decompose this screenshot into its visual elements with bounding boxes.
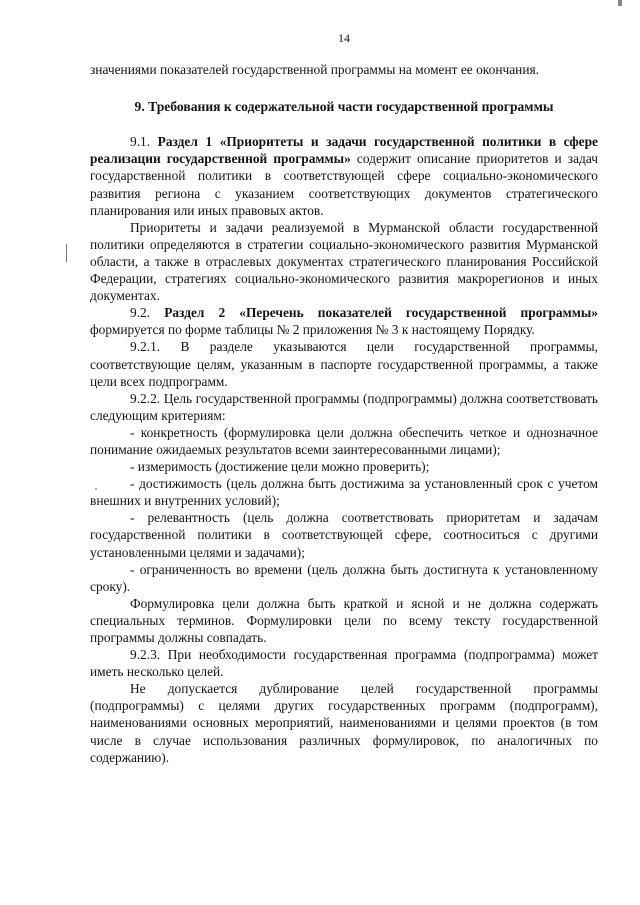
- paragraph-text: содержит описание приоритетов и задач государственной политики в соответствующей сфере социально-экономического развития региона с указанием соответствующих документов стратегического планирования или иных правовых актов.: [90, 151, 598, 218]
- paragraph: [90, 338, 598, 389]
- paragraph: [90, 458, 598, 475]
- paragraph: [90, 133, 598, 218]
- paragraph-text: Формулировка цели должна быть краткой и ясной и не должна содержать специальных терминов. Формулировки цели по всему тексту государственной программы должны совпадать.: [90, 595, 598, 645]
- scan-margin-mark: [66, 244, 67, 262]
- paragraph-text: - ограниченность во времени (цель должна быть достигнута к установленному сроку).: [90, 561, 598, 594]
- paragraph-text: - измеримость (достижение цели можно проверить);: [130, 459, 430, 475]
- paragraph: [90, 219, 598, 304]
- paragraph-number: 9.2.: [130, 305, 165, 321]
- paragraph: [90, 61, 598, 78]
- paragraph: [90, 475, 598, 509]
- paragraph: [90, 390, 598, 424]
- paragraph: [90, 561, 598, 595]
- paragraph: [90, 595, 598, 646]
- paragraph-text: 9.2.2. Цель государственной программы (подпрограммы) должна соответствовать следующим критериям:: [90, 390, 598, 423]
- section-title-bold: Раздел 2 «Перечень показателей государственной программы»: [164, 305, 599, 321]
- scan-corner-mark: [618, 0, 622, 6]
- paragraph: [90, 424, 598, 458]
- paragraph: [90, 680, 598, 765]
- section-title-bold: Раздел 1 «Приоритеты и задачи государственной политики в сфере реализации государственной программы»: [90, 134, 598, 167]
- section-heading: 9. Требования к содержательной части государственной программы: [134, 99, 554, 115]
- paragraph-number: 9.1.: [130, 134, 158, 150]
- document-body: [90, 61, 598, 766]
- paragraph-text: Не допускается дублирование целей государственной программы (подпрограммы) с целями других государственных программ (подпрограмм), наименованиями основных мероприятий, наименованиями и целями проектов (в том числе в случае использования различных формулировок, по аналогичных по содержанию).: [90, 681, 598, 765]
- paragraph: [90, 646, 598, 680]
- paragraph-text: - релевантность (цель должна соответствовать приоритетам и задачам государственной политики в соответствующей сфере, соотноситься с другими установленными целями и задачами);: [90, 510, 598, 560]
- paragraph: [90, 509, 598, 560]
- paragraph-text: формируется по форме таблицы № 2 приложения № 3 к настоящему Порядку.: [90, 322, 535, 338]
- paragraph-text: - конкретность (формулировка цели должна обеспечить четкое и однозначное понимание ожидаемых результатов всеми заинтересованными лицами);: [90, 424, 598, 457]
- paragraph-text: Приоритеты и задачи реализуемой в Мурманской области государственной политики определяются в стратегии социально-экономического развития Мурманской области, а также в отраслевых документах стратегического планирования Российской Федерации, стратегиях социально-экономического развития макрорегионов и иных документах.: [90, 219, 598, 304]
- paragraph-text: 9.2.3. При необходимости государственная программа (подпрограмма) может иметь несколько целей.: [90, 647, 598, 680]
- page-number: 14: [338, 31, 350, 45]
- paragraph-text: - достижимость (цель должна быть достижима за установленный срок с учетом внешних и внутренних условий);: [90, 476, 598, 509]
- document-page: [90, 30, 598, 766]
- paragraph-text: значениями показателей государственной программы на момент ее окончания.: [90, 62, 539, 78]
- paragraph-text: 9.2.1. В разделе указываются цели государственной программы, соответствующие целям, указанным в паспорте государственной программы, а также цели всех подпрограмм.: [90, 339, 598, 389]
- paragraph: [90, 304, 598, 338]
